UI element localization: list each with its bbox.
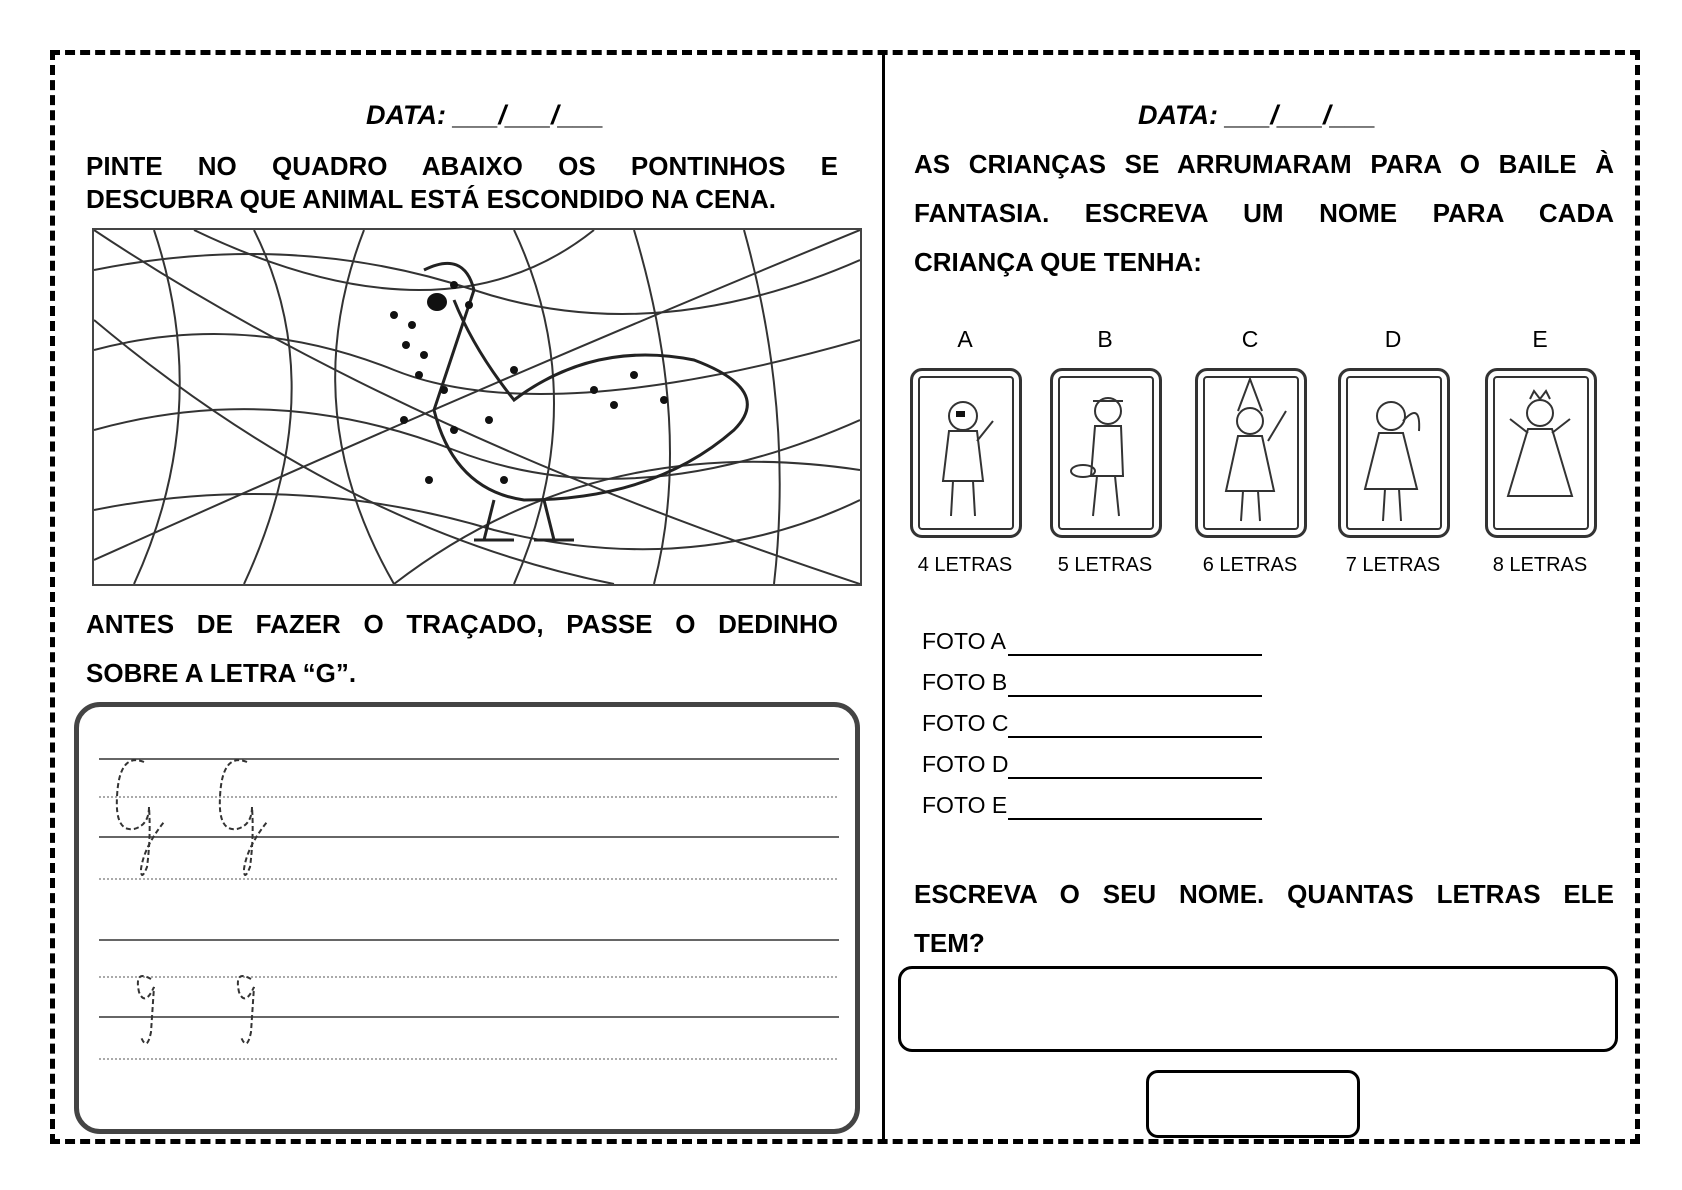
right-date-label: DATA: ___/___/___ xyxy=(1138,100,1376,130)
page-divider xyxy=(882,50,885,1144)
foto-d-row xyxy=(922,751,1262,781)
pirate-child-icon xyxy=(913,371,1019,535)
child-letter: D xyxy=(1384,326,1402,352)
foto-a-row xyxy=(922,628,1262,658)
left-instruction-paint-line1: PINTE NO QUADRO ABAIXO OS PONTINHOS E xyxy=(86,151,838,181)
child-photo-d xyxy=(1328,320,1458,580)
left-instruction-trace-line1: ANTES DE FAZER O TRAÇADO, PASSE O DEDINHO xyxy=(86,609,838,639)
child-photo-c xyxy=(1185,320,1315,580)
child-letter: B xyxy=(1097,326,1113,352)
foto-b-label: FOTO B xyxy=(922,669,1008,695)
child-photo-b xyxy=(1040,320,1170,580)
foto-a-answer-line[interactable] xyxy=(1008,654,1262,656)
foto-b-row xyxy=(922,669,1262,699)
drummer-child-icon xyxy=(1053,371,1159,535)
foto-c-label: FOTO C xyxy=(922,710,1009,736)
foto-d-answer-line[interactable] xyxy=(1008,777,1262,779)
foto-e-row xyxy=(922,792,1262,822)
child-photo-e xyxy=(1475,320,1605,580)
left-date-label: DATA: ___/___/___ xyxy=(366,100,604,130)
foto-d-label: FOTO D xyxy=(922,751,1009,777)
children-photos xyxy=(900,320,1600,580)
right-instruction-name-count xyxy=(914,870,1614,968)
foto-c-answer-line[interactable] xyxy=(1008,736,1262,738)
fairy-child-icon xyxy=(1198,371,1304,535)
letter-count: 8 LETRAS xyxy=(1492,554,1588,576)
child-letter: E xyxy=(1532,326,1548,352)
foto-a-label: FOTO A xyxy=(922,628,1006,654)
name-answer-box[interactable] xyxy=(898,966,1618,1052)
photo-frame xyxy=(1338,368,1450,538)
letter-count: 6 LETRAS xyxy=(1202,554,1298,576)
right-instruction-names-line1: AS CRIANÇAS SE ARRUMARAM PARA O BAILE À xyxy=(914,149,1614,179)
right-instruction-names-line2: FANTASIA. ESCREVA UM NOME PARA CADA xyxy=(914,198,1614,228)
left-instruction-trace-line2: SOBRE A LETRA “G”. xyxy=(86,658,357,688)
peasant-girl-icon xyxy=(1341,371,1447,535)
hidden-animal-picture[interactable] xyxy=(92,228,862,586)
foto-e-answer-line[interactable] xyxy=(1008,818,1262,820)
left-instruction-paint xyxy=(86,150,838,216)
foto-b-answer-line[interactable] xyxy=(1008,695,1262,697)
child-photo-a xyxy=(900,320,1030,580)
princess-child-icon xyxy=(1488,371,1594,535)
tracing-lines xyxy=(79,707,855,1129)
left-instruction-paint-line2: DESCUBRA QUE ANIMAL ESTÁ ESCONDIDO NA CENA. xyxy=(86,184,777,214)
right-instruction-name-count-line1: ESCREVA O SEU NOME. QUANTAS LETRAS ELE xyxy=(914,879,1614,909)
photo-frame xyxy=(1195,368,1307,538)
letter-count: 5 LETRAS xyxy=(1057,554,1153,576)
letter-count-answer-box[interactable] xyxy=(1146,1070,1360,1138)
photo-frame xyxy=(1485,368,1597,538)
right-instruction-names-line3: CRIANÇA QUE TENHA: xyxy=(914,247,1202,277)
letter-tracing-area[interactable] xyxy=(74,702,860,1134)
foto-c-row xyxy=(922,710,1262,740)
letter-count: 7 LETRAS xyxy=(1345,554,1441,576)
right-instruction-names xyxy=(914,140,1614,287)
child-letter: A xyxy=(957,326,973,352)
child-letter: C xyxy=(1241,326,1259,352)
photo-frame xyxy=(1050,368,1162,538)
right-instruction-name-count-line2: TEM? xyxy=(914,928,985,958)
foto-e-label: FOTO E xyxy=(922,792,1008,818)
left-instruction-trace xyxy=(86,600,838,698)
photo-frame xyxy=(910,368,1022,538)
letter-count: 4 LETRAS xyxy=(917,554,1013,576)
hidden-animal-drawing xyxy=(94,230,860,584)
